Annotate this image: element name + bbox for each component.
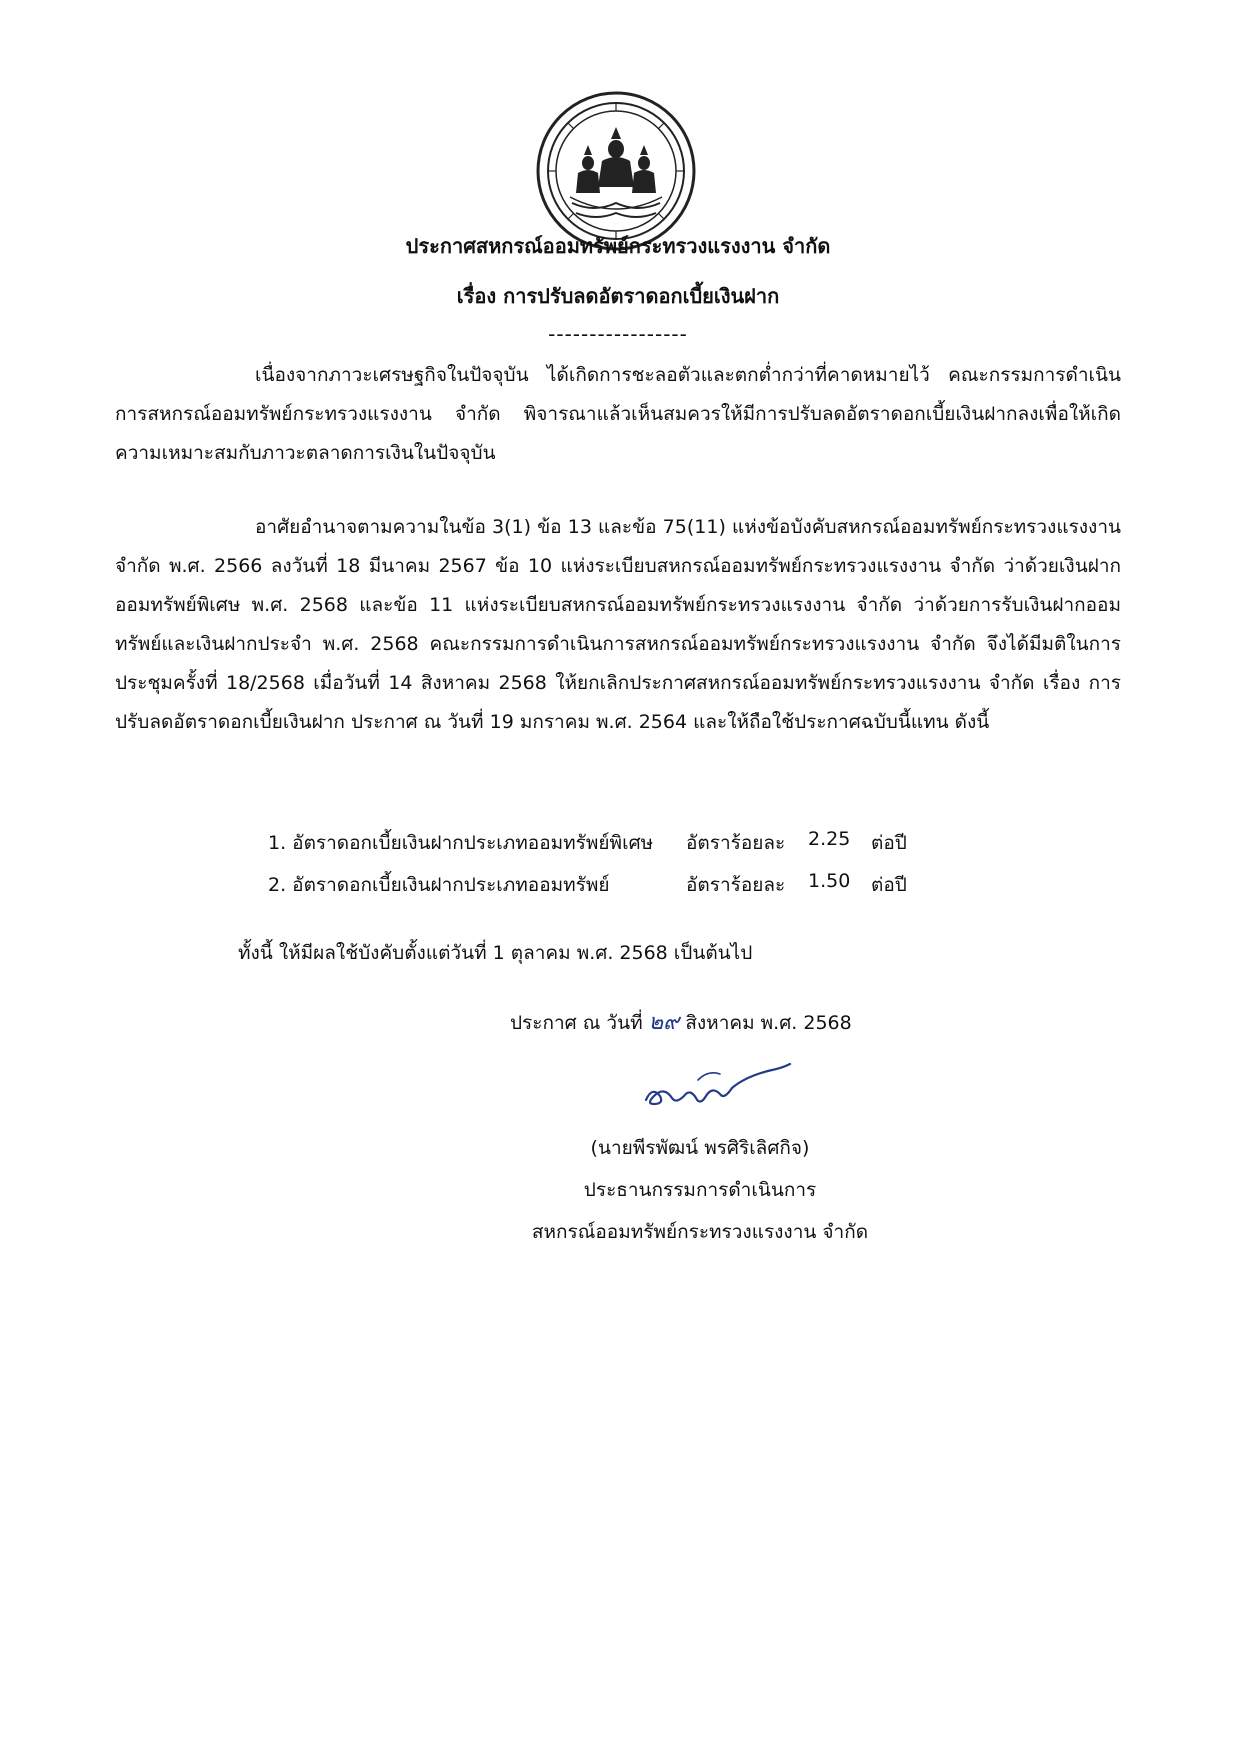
rate-prefix: อัตราร้อยละ bbox=[686, 874, 786, 896]
rate-suffix: ต่อปี bbox=[871, 874, 907, 896]
rate-value: 1.50 bbox=[808, 870, 851, 892]
rate-label: 2. อัตราดอกเบี้ยเงินฝากประเภทออมทรัพย์ bbox=[268, 874, 610, 896]
signer-name: (นายพีรพัฒน์ พรศิริเลิศกิจ) bbox=[590, 1137, 810, 1159]
paragraph-background: เนื่องจากภาวะเศรษฐกิจในปัจจุบัน ได้เกิดการชะลอตัวและตกต่ำกว่าที่คาดหมายไว้ คณะกรรมการดำเนินการสหกรณ์ออมทรัพย์กระทรวงแรงงาน จำกัด พิจารณาแล้วเห็นสมควรให้มีการปรับลดอัตราดอกเบี้ยเงินฝากลงเพื่อให้เกิดความเหมาะสมกับภาวะตลาดการเงินในปัจจุบัน bbox=[115, 364, 1121, 464]
rate-value: 2.25 bbox=[808, 828, 851, 850]
handwritten-day: ๒๙ bbox=[648, 1010, 680, 1035]
announcement-date-suffix: สิงหาคม พ.ศ. 2568 bbox=[685, 1012, 852, 1034]
announcement-subject: เรื่อง การปรับลดอัตราดอกเบี้ยเงินฝาก bbox=[456, 284, 780, 308]
paragraph-authority: อาศัยอำนาจตามความในข้อ 3(1) ข้อ 13 และข้อ 75(11) แห่งข้อบังคับสหกรณ์ออมทรัพย์กระทรวงแรงงาน จำกัด พ.ศ. 2566 ลงวันที่ 18 มีนาคม 2567 ข้อ 10 แห่งระเบียบสหกรณ์ออมทรัพย์กระทรวงแรงงาน จำกัด ว่าด้วยเงินฝากออมทรัพย์พิเศษ พ.ศ. 2568 และข้อ 11 แห่งระเบียบสหกรณ์ออมทรัพย์กระทรวงแรงงาน จำกัด ว่าด้วยการรับเงินฝากออมทรัพย์และเงินฝากประจำ พ.ศ. 2568 คณะกรรมการดำเนินการสหกรณ์ออมทรัพย์กระทรวงแรงงาน จำกัด จึงได้มีมติในการประชุมครั้งที่ 18/2568 เมื่อวันที่ 14 สิงหาคม 2568 ให้ยกเลิกประกาศสหกรณ์ออมทรัพย์กระทรวงแรงงาน จำกัด เรื่อง การปรับลดอัตราดอกเบี้ยเงินฝาก ประกาศ ณ วันที่ 19 มกราคม พ.ศ. 2564 และให้ถือใช้ประกาศฉบับนี้แทน ดังนี้ bbox=[115, 516, 1121, 733]
announcement-date bbox=[510, 1004, 852, 1039]
rate-label: 1. อัตราดอกเบี้ยเงินฝากประเภทออมทรัพย์พิเศษ bbox=[268, 832, 654, 854]
announcement-date-prefix: ประกาศ ณ วันที่ bbox=[510, 1012, 643, 1034]
announcement-title: ประกาศสหกรณ์ออมทรัพย์กระทรวงแรงงาน จำกัด bbox=[405, 234, 831, 258]
handwritten-signature bbox=[638, 1060, 818, 1120]
effective-date-statement: ทั้งนี้ ให้มีผลใช้บังคับตั้งแต่วันที่ 1 ตุลาคม พ.ศ. 2568 เป็นต้นไป bbox=[238, 942, 753, 964]
rate-item bbox=[268, 870, 948, 900]
signer-position: ประธานกรรมการดำเนินการ bbox=[583, 1179, 817, 1201]
rate-item bbox=[268, 828, 948, 858]
rate-prefix: อัตราร้อยละ bbox=[686, 832, 786, 854]
separator-line: ----------------- bbox=[548, 322, 688, 346]
signer-organization: สหกรณ์ออมทรัพย์กระทรวงแรงงาน จำกัด bbox=[531, 1221, 869, 1243]
rate-suffix: ต่อปี bbox=[871, 832, 907, 854]
